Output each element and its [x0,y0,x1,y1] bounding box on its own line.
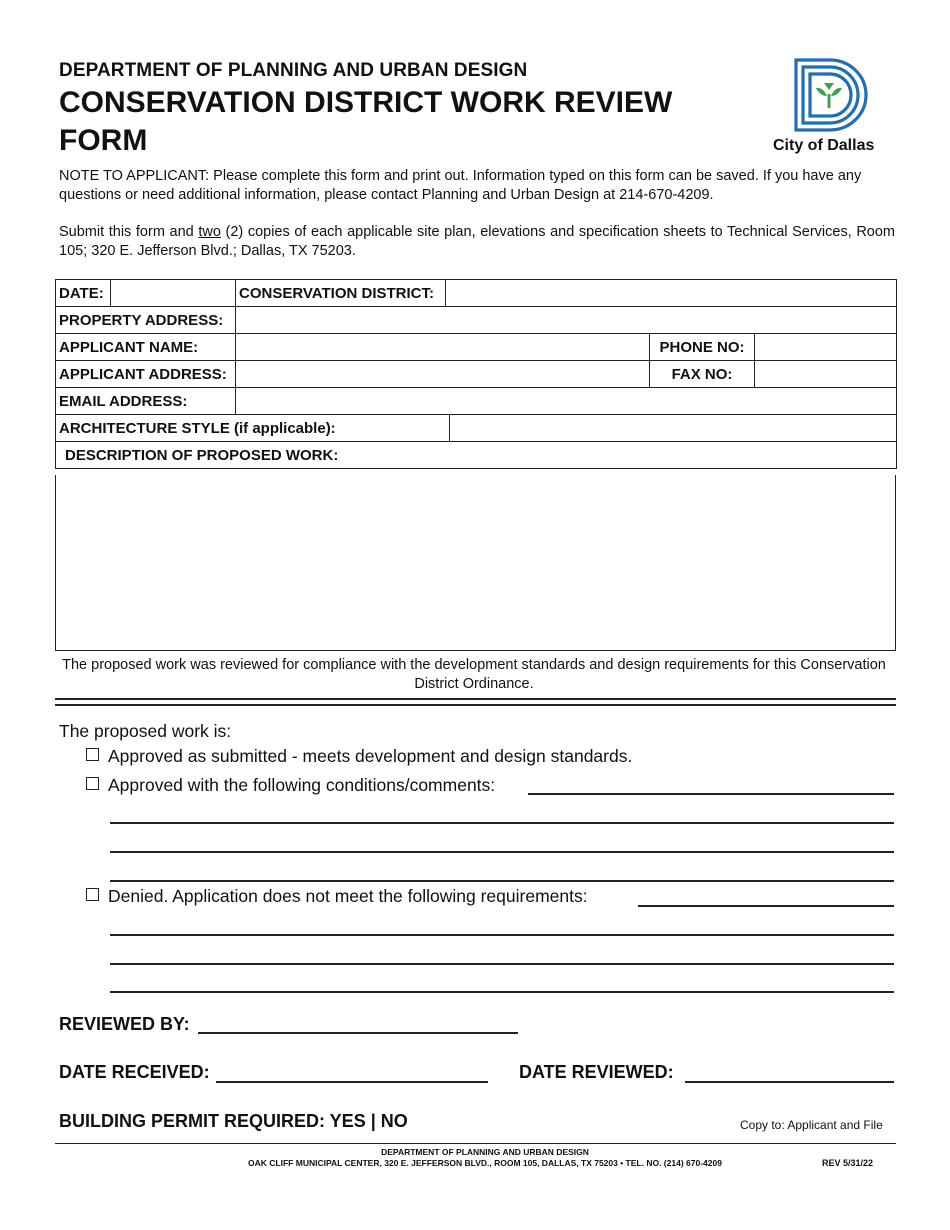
review-compliance-note: The proposed work was reviewed for compliance with the development standards and design requirements for this Conservation District Ordinance. [62,657,886,692]
approved-checkbox[interactable] [86,748,99,761]
date-received-label: DATE RECEIVED: [59,1062,210,1082]
description-label: DESCRIPTION OF PROPOSED WORK: [56,442,897,469]
denied-line[interactable] [110,991,894,993]
date-reviewed-field[interactable] [685,1081,894,1083]
divider-line [55,698,896,700]
architecture-style-label: ARCHITECTURE STYLE (if applicable): [56,415,450,442]
reviewed-by-label: REVIEWED BY: [59,1014,190,1034]
option-conditions [86,775,495,796]
fax-field[interactable] [755,361,897,388]
conditions-line[interactable] [110,880,894,882]
date-received-field[interactable] [216,1081,488,1083]
footer-contact: OAK CLIFF MUNICIPAL CENTER, 320 E. JEFFERSON BLVD., ROOM 105, DALLAS, TX 75203 • TEL. NO. (214) 670-4209 [248,1158,722,1168]
conditions-line[interactable] [528,793,894,795]
note-to-applicant: NOTE TO APPLICANT: Please complete this form and print out. Information typed on this form can be saved. If you have any questions or need additional information, please contact Planning and Urban Design at 214-670-4209. [59,168,862,203]
revision-date: REV 5/31/22 [822,1158,874,1168]
applicant-address-field[interactable] [236,361,650,388]
denied-checkbox[interactable] [86,888,99,901]
city-name: City of Dallas [773,137,875,154]
form-title: CONSERVATION DISTRICT WORK REVIEW FORM [59,86,673,157]
conservation-district-field[interactable] [446,280,897,307]
conditions-line[interactable] [110,851,894,853]
property-address-label: PROPERTY ADDRESS: [56,307,236,334]
application-form-table [55,279,897,469]
divider-line [55,704,896,706]
option-approved [86,746,632,767]
building-permit-label: BUILDING PERMIT REQUIRED: YES | NO [59,1111,408,1131]
reviewed-by-field[interactable] [198,1032,518,1034]
conservation-district-label: CONSERVATION DISTRICT: [236,280,446,307]
footer-department: DEPARTMENT OF PLANNING AND URBAN DESIGN [381,1147,589,1157]
denied-line[interactable] [110,934,894,936]
copy-to-note: Copy to: Applicant and File [740,1118,883,1132]
date-field[interactable] [111,280,236,307]
department-heading: DEPARTMENT OF PLANNING AND URBAN DESIGN [59,60,528,81]
date-reviewed-label: DATE REVIEWED: [519,1062,674,1082]
phone-field[interactable] [755,334,897,361]
date-label: DATE: [56,280,111,307]
denied-line[interactable] [110,963,894,965]
proposed-work-label: The proposed work is: [59,721,232,741]
footer-address [200,1147,770,1169]
email-address-label: EMAIL ADDRESS: [56,388,236,415]
city-of-dallas-logo [790,56,868,134]
applicant-name-label: APPLICANT NAME: [56,334,236,361]
applicant-address-label: APPLICANT ADDRESS: [56,361,236,388]
denied-label: Denied. Application does not meet the following requirements: [108,886,588,906]
conditions-line[interactable] [110,822,894,824]
approved-label: Approved as submitted - meets development and design standards. [108,746,633,766]
option-denied [86,886,588,907]
footer-divider [55,1143,896,1144]
property-address-field[interactable] [236,307,897,334]
applicant-name-field[interactable] [236,334,650,361]
conditions-label: Approved with the following conditions/comments: [108,775,496,795]
architecture-style-field[interactable] [450,415,897,442]
phone-label: PHONE NO: [650,334,755,361]
conditions-checkbox[interactable] [86,777,99,790]
description-field[interactable] [55,475,896,651]
denied-line[interactable] [638,905,894,907]
fax-label: FAX NO: [650,361,755,388]
email-address-field[interactable] [236,388,897,415]
submit-instructions: Submit this form and two (2) copies of each applicable site plan, elevations and specification sheets to Technical Services, Room 105; 320 E. Jefferson Blvd.; Dallas, TX 75203. [59,224,896,259]
